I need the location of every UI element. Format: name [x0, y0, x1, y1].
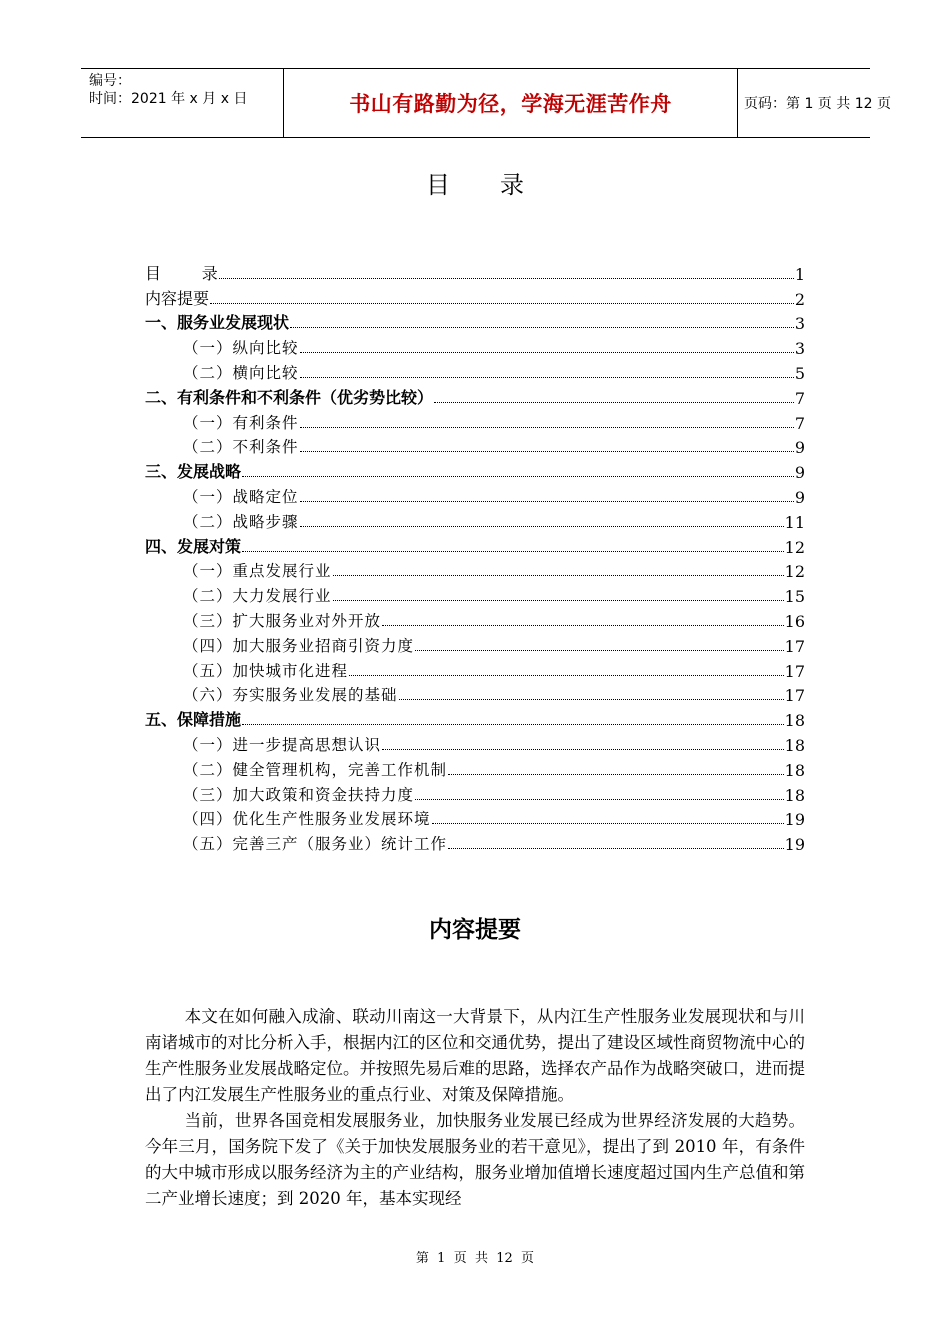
toc-leader — [242, 476, 794, 477]
toc-entry-page: 9 — [794, 487, 805, 507]
time-label: 时间：2021 年 x 月 x 日 — [89, 91, 248, 107]
toc-entry-page: 9 — [794, 463, 805, 483]
toc-entry-page: 17 — [784, 661, 805, 681]
toc-leader — [333, 575, 784, 576]
toc-leader — [300, 451, 794, 452]
abstract-body — [145, 1004, 805, 1212]
toc-entry[interactable] — [145, 457, 805, 482]
toc-leader — [432, 823, 784, 824]
abstract-title: 内容提要 — [429, 917, 521, 943]
table-of-contents — [145, 259, 805, 854]
toc-leader — [382, 625, 784, 626]
toc-entry-label: （二）横向比较 — [183, 361, 300, 383]
toc-entry-page: 19 — [784, 810, 805, 830]
toc-entry[interactable] — [145, 259, 805, 284]
toc-entry-page: 5 — [794, 363, 805, 383]
toc-entry[interactable] — [145, 557, 805, 582]
toc-entry-label: 内容提要 — [145, 286, 210, 309]
toc-entry-page: 7 — [794, 413, 805, 433]
toc-entry[interactable] — [145, 730, 805, 755]
toc-entry[interactable] — [145, 705, 805, 730]
header-motto-cell — [283, 69, 738, 137]
toc-entry-label: （三）加大政策和资金扶持力度 — [183, 783, 415, 805]
toc-entry[interactable] — [145, 532, 805, 557]
toc-leader — [242, 551, 784, 552]
toc-leader — [399, 699, 784, 700]
toc-entry-label: （三）扩大服务业对外开放 — [183, 609, 382, 631]
toc-title-left: 目 — [426, 171, 450, 199]
toc-entry[interactable] — [145, 383, 805, 408]
toc-leader — [219, 278, 794, 279]
toc-entry-page: 9 — [794, 438, 805, 458]
toc-leader — [290, 327, 794, 328]
toc-entry-page: 3 — [794, 314, 805, 334]
toc-entry-page: 17 — [784, 686, 805, 706]
toc-entry-label: （二）战略步骤 — [183, 510, 300, 532]
toc-entry[interactable] — [145, 805, 805, 830]
toc-entry-label: 四、发展对策 — [145, 534, 242, 557]
toc-entry-label: （二）大力发展行业 — [183, 584, 333, 606]
toc-leader — [448, 848, 784, 849]
header-page-cell — [738, 69, 891, 137]
toc-entry-page: 12 — [784, 537, 805, 557]
toc-title — [0, 170, 950, 200]
toc-leader — [333, 600, 784, 601]
toc-entry-label: 目 录 — [145, 261, 219, 284]
toc-entry-label: （四）加大服务业招商引资力度 — [183, 634, 415, 656]
toc-entry[interactable] — [145, 408, 805, 433]
number-label: 编号： — [89, 73, 131, 89]
toc-leader — [434, 402, 794, 403]
toc-entry[interactable] — [145, 333, 805, 358]
toc-entry[interactable] — [145, 358, 805, 383]
toc-entry-label: （一）战略定位 — [183, 485, 300, 507]
toc-leader — [300, 427, 794, 428]
toc-entry-label: （一）纵向比较 — [183, 336, 300, 358]
toc-entry-page: 1 — [794, 264, 805, 284]
page-footer: 第 1 页 共 12 页 — [415, 1251, 535, 1266]
toc-leader — [210, 303, 794, 304]
toc-leader — [242, 724, 784, 725]
toc-entry[interactable] — [145, 780, 805, 805]
page-header — [81, 68, 891, 138]
toc-entry[interactable] — [145, 507, 805, 532]
toc-entry-page: 17 — [784, 636, 805, 656]
toc-entry[interactable] — [145, 581, 805, 606]
toc-entry[interactable] — [145, 829, 805, 854]
toc-entry-page: 18 — [784, 785, 805, 805]
toc-entry-page: 16 — [784, 611, 805, 631]
toc-entry-page: 18 — [784, 760, 805, 780]
toc-leader — [300, 352, 794, 353]
toc-entry-label: （一）有利条件 — [183, 411, 300, 433]
toc-entry-label: （一）进一步提高思想认识 — [183, 733, 382, 755]
abstract-paragraph: 本文在如何融入成渝、联动川南这一大背景下，从内江生产性服务业发展现状和与川南诸城市的对比分析入手，根据内江的区位和交通优势，提出了建设区域性商贸物流中心的生产性服务业发展战略定位。并按照先易后难的思路，选择农产品作为战略突破口，进而提出了内江发展生产性服务业的重点行业、对策及保障措施。 — [145, 1007, 805, 1104]
toc-leader — [349, 675, 784, 676]
toc-leader — [300, 526, 784, 527]
toc-entry[interactable] — [145, 681, 805, 706]
toc-entry-label: （五）加快城市化进程 — [183, 659, 349, 681]
header-page-info: 页码：第 1 页 共 12 页 — [744, 96, 891, 112]
toc-entry-label: （二）不利条件 — [183, 435, 300, 457]
toc-entry-page: 7 — [794, 388, 805, 408]
toc-entry-page: 2 — [794, 289, 805, 309]
toc-entry-page: 11 — [784, 512, 805, 532]
toc-entry-page: 3 — [794, 339, 805, 359]
toc-entry[interactable] — [145, 656, 805, 681]
toc-entry-page: 19 — [784, 835, 805, 855]
toc-leader — [382, 749, 784, 750]
abstract-paragraph: 当前，世界各国竞相发展服务业，加快服务业发展已经成为世界经济发展的大趋势。今年三月，国务院下发了《关于加快发展服务业的若干意见》，提出了到 2010 年，有条件的大中城市形成以服务经济为主的产业结构，服务业增加值增长速度超过国内生产总值和第二产业增长速度；到 2020 年，基本实现经 — [145, 1111, 805, 1208]
toc-leader — [415, 650, 784, 651]
toc-entry[interactable] — [145, 482, 805, 507]
toc-entry-label: （四）优化生产性服务业发展环境 — [183, 807, 432, 829]
toc-entry[interactable] — [145, 631, 805, 656]
toc-leader — [300, 377, 794, 378]
toc-entry-label: （五）完善三产（服务业）统计工作 — [183, 832, 448, 854]
toc-entry-page: 18 — [784, 711, 805, 731]
toc-title-right: 录 — [500, 171, 524, 199]
toc-leader — [300, 501, 794, 502]
toc-entry[interactable] — [145, 606, 805, 631]
toc-entry-label: 二、有利条件和不利条件（优劣势比较） — [145, 385, 434, 408]
toc-entry[interactable] — [145, 433, 805, 458]
toc-entry-label: 一、服务业发展现状 — [145, 310, 290, 333]
toc-entry[interactable] — [145, 284, 805, 309]
toc-entry-page: 18 — [784, 735, 805, 755]
toc-entry[interactable] — [145, 755, 805, 780]
toc-entry-label: （一）重点发展行业 — [183, 559, 333, 581]
toc-leader — [415, 799, 784, 800]
toc-leader — [448, 774, 784, 775]
motto: 书山有路勤为径，学海无涯苦作舟 — [349, 92, 672, 116]
toc-entry[interactable] — [145, 309, 805, 334]
toc-entry-label: 五、保障措施 — [145, 707, 242, 730]
toc-entry-page: 15 — [784, 587, 805, 607]
toc-entry-label: （二）健全管理机构，完善工作机制 — [183, 758, 448, 780]
toc-entry-label: 三、发展战略 — [145, 459, 242, 482]
toc-entry-label: （六）夯实服务业发展的基础 — [183, 683, 399, 705]
toc-entry-page: 12 — [784, 562, 805, 582]
header-meta — [81, 69, 283, 137]
